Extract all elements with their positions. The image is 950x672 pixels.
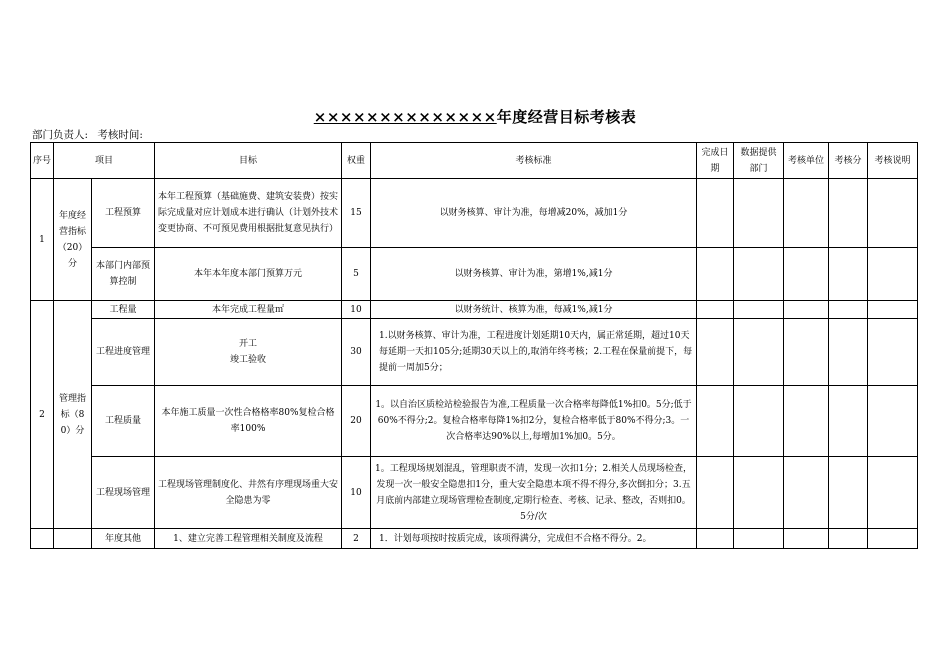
title-prefix: ××××××××××××××	[313, 108, 497, 126]
row-target: 本年完成工程量㎡	[155, 301, 342, 319]
row-weight: 20	[342, 386, 371, 457]
cell-note	[868, 319, 918, 386]
cell-score	[829, 457, 868, 529]
row-item: 工程质量	[92, 386, 155, 457]
group-category	[54, 529, 92, 549]
row-weight: 10	[342, 301, 371, 319]
group-seq: 2	[31, 301, 54, 529]
cell-score	[829, 248, 868, 301]
header-score: 考核分	[829, 143, 868, 179]
cell-done-date	[697, 319, 734, 386]
cell-data-dept	[734, 457, 784, 529]
row-standard: 1．计划每项按时按质完成，该项得满分，完成但不合格不得分。2。	[371, 529, 697, 549]
assess-time-label: 考核时间:	[97, 129, 143, 141]
cell-note	[868, 248, 918, 301]
cell-done-date	[697, 301, 734, 319]
row-target	[155, 319, 342, 386]
cell-done-date	[697, 529, 734, 549]
row-weight: 5	[342, 248, 371, 301]
cell-assess-unit	[784, 529, 829, 549]
row-standard: 以财务统计、核算为准，每减1%,减1分	[371, 301, 697, 319]
header-assess-unit: 考核单位	[784, 143, 829, 179]
table-row	[31, 179, 918, 248]
table-row	[31, 386, 918, 457]
group-seq	[31, 529, 54, 549]
cell-data-dept	[734, 179, 784, 248]
row-standard: 以财务核算、审计为准，第增1%,减1分	[371, 248, 697, 301]
row-target: 1、建立完善工程管理相关制度及流程	[155, 529, 342, 549]
cell-note	[868, 529, 918, 549]
cell-score	[829, 529, 868, 549]
group-category: 管理指标（80）分	[54, 301, 92, 529]
header-weight: 权重	[342, 143, 371, 179]
title-suffix: 年度经营目标考核表	[496, 108, 637, 126]
group-category: 年度经营指标（20）分	[54, 179, 92, 301]
row-target: 工程现场管理制度化、井然有序理现场重大安全隐患为零	[155, 457, 342, 529]
cell-assess-unit	[784, 179, 829, 248]
cell-score	[829, 386, 868, 457]
cell-note	[868, 457, 918, 529]
row-item: 年度其他	[92, 529, 155, 549]
row-target: 本年施工质量一次性合格格率80%复检合格率100%	[155, 386, 342, 457]
cell-note	[868, 301, 918, 319]
table-row	[31, 457, 918, 529]
header-row	[31, 143, 918, 179]
group-seq: 1	[31, 179, 54, 301]
row-item: 工程量	[92, 301, 155, 319]
row-standard: 以财务核算、审计为准，每增减20%，减加1分	[371, 179, 697, 248]
cell-assess-unit	[784, 301, 829, 319]
cell-assess-unit	[784, 386, 829, 457]
row-target: 本年工程预算（基础施费、建筑安装费）按实际完成量对应计划成本进行确认（计划外技术变更协商、不可预见费用根据批复意见执行）	[155, 179, 342, 248]
table-row	[31, 301, 918, 319]
row-item: 工程现场管理	[92, 457, 155, 529]
header-target: 目标	[155, 143, 342, 179]
assessment-table	[30, 142, 918, 549]
row-item: 工程预算	[92, 179, 155, 248]
row-item: 本部门内部预算控制	[92, 248, 155, 301]
cell-data-dept	[734, 248, 784, 301]
cell-done-date	[697, 248, 734, 301]
header-data-dept: 数据提供部门	[734, 143, 784, 179]
row-target: 本年本年度本部门预算万元	[155, 248, 342, 301]
dept-head-label: 部门负责人:	[32, 129, 89, 141]
cell-data-dept	[734, 301, 784, 319]
cell-assess-unit	[784, 248, 829, 301]
cell-done-date	[697, 457, 734, 529]
cell-note	[868, 179, 918, 248]
cell-data-dept	[734, 529, 784, 549]
cell-assess-unit	[784, 319, 829, 386]
header-item: 项目	[54, 143, 155, 179]
cell-done-date	[697, 386, 734, 457]
cell-assess-unit	[784, 457, 829, 529]
row-standard: 1.以财务核算、审计为准，工程进度计划延期10天内，属正常延期，超过10天每延期一天扣105分;延期30天以上的,取消年终考核；2.工程在保量前提下，每提前一周加5分；	[371, 319, 697, 386]
row-weight: 15	[342, 179, 371, 248]
cell-data-dept	[734, 319, 784, 386]
header-seq: 序号	[31, 143, 54, 179]
table-row	[31, 319, 918, 386]
target-line: 开工	[239, 339, 258, 349]
row-item: 工程进度管理	[92, 319, 155, 386]
target-line: 竣工验收	[230, 355, 267, 365]
cell-score	[829, 301, 868, 319]
row-standard: 1。工程现场规划混乱，管理职责不清，发现一次扣1分；2.相关人员现场检查，发现一次一般安全隐患扣1分，重大安全隐患本项不得不得分,多次倒扣分；3.五月底前内部建立现场管理检查制度,定期行检查、考核、记录、整改，否则扣0。5分/次	[371, 457, 697, 529]
row-weight: 10	[342, 457, 371, 529]
header-note: 考核说明	[868, 143, 918, 179]
row-weight: 2	[342, 529, 371, 549]
cell-score	[829, 319, 868, 386]
cell-data-dept	[734, 386, 784, 457]
table-row	[31, 248, 918, 301]
header-done-date: 完成日期	[697, 143, 734, 179]
meta-line	[32, 127, 149, 142]
cell-done-date	[697, 179, 734, 248]
cell-note	[868, 386, 918, 457]
cell-score	[829, 179, 868, 248]
row-weight: 30	[342, 319, 371, 386]
row-standard: 1。以自治区质检站检验报告为准,工程质量一次合格率每降低1%扣0。5分;低于60%不得分;2。复检合格率每降1%扣2分，复检合格率低于80%不得分;3。一次合格率达90%以上,每增加1%加0。5分。	[371, 386, 697, 457]
table-row	[31, 529, 918, 549]
page-title	[0, 106, 950, 127]
header-standard: 考核标准	[371, 143, 697, 179]
